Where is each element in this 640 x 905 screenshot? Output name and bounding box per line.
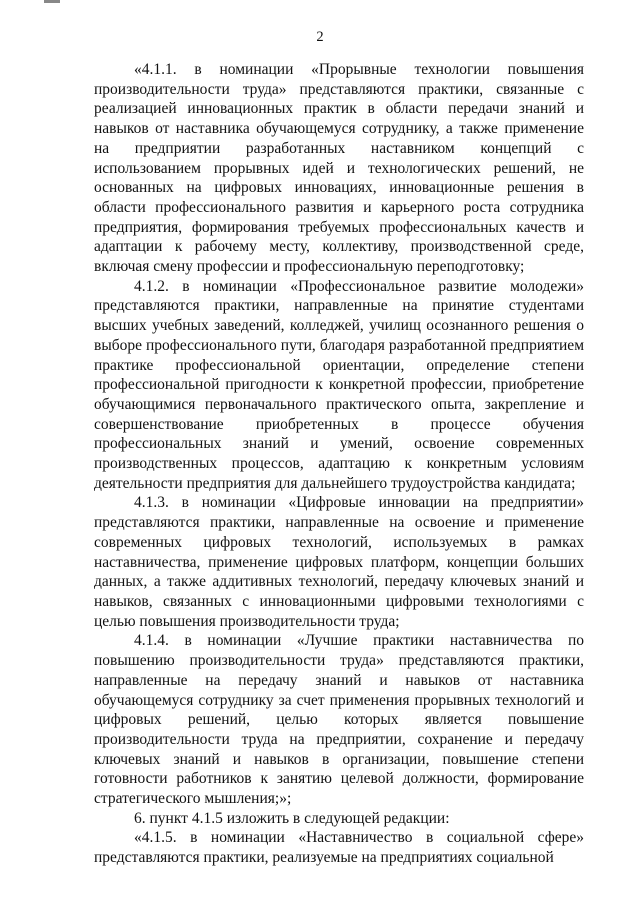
scan-artifact-mark [44,0,60,3]
paragraph-4-1-1: «4.1.1. в номинации «Прорывные технологии повышения производительности труда» представляются практики, связанные с реализацией инновационных практик в области передачи знаний и навыков от наставника обучающемуся сотруднику, а также применение на предприятии разработанных наставником концепций с использованием прорывных идей и технологических решений, не основанных на цифровых инновациях, инновационные решения в области профессионального развития и карьерного роста сотрудника предприятия, формирования требуемых профессиональных качеств и адаптации к рабочему месту, коллективу, производственной среде, включая смену профессии и профессиональную переподготовку; [94,61,584,276]
paragraph-4-1-2: 4.1.2. в номинации «Профессиональное развитие молодежи» представляются практики, направленные на принятие студентами высших учебных заведений, колледжей, училищ осознанного решения о выборе профессионального пути, благодаря разработанной предприятием практике профессиональной ориентации, определение степени профессиональной пригодности к конкретной профессии, приобретение обучающимися первоначального практического опыта, закрепление и совершенствование приобретенных в процессе обучения профессиональных знаний и умений, освоение современных производственных процессов, адаптацию к конкретным условиям деятельности предприятия для дальнейшего трудоустройства кандидата; [94,277,584,492]
page-number: 2 [316,29,324,45]
paragraph-item-6: 6. пункт 4.1.5 изложить в следующей редакции: [134,809,450,827]
document-body [94,60,584,868]
paragraph-4-1-3: 4.1.3. в номинации «Цифровые инновации на предприятии» представляются практики, направленные на освоение и применение современных цифровых технологий, используемых в рамках наставничества, применение цифровых платформ, концепции больших данных, а также аддитивных технологий, передачу ключевых знаний и навыков, связанных с инновационными цифровыми технологиями с целью повышения производительности труда; [94,494,584,630]
paragraph-4-1-5: «4.1.5. в номинации «Наставничество в социальной сфере» представляются практики, реализуемые на предприятиях социальной [94,829,584,867]
paragraph-4-1-4: 4.1.4. в номинации «Лучшие практики наставничества по повышению производительности труда» представляются практики, направленные на передачу знаний и навыков от наставника обучающемуся сотруднику за счет применения прорывных технологий и цифровых решений, целью которых является повышение производительности труда на предприятии, сохранение и передачу ключевых знаний и навыков в организации, повышение степени готовности работников к занятию целевой должности, формирование стратегического мышления;»; [94,632,584,808]
